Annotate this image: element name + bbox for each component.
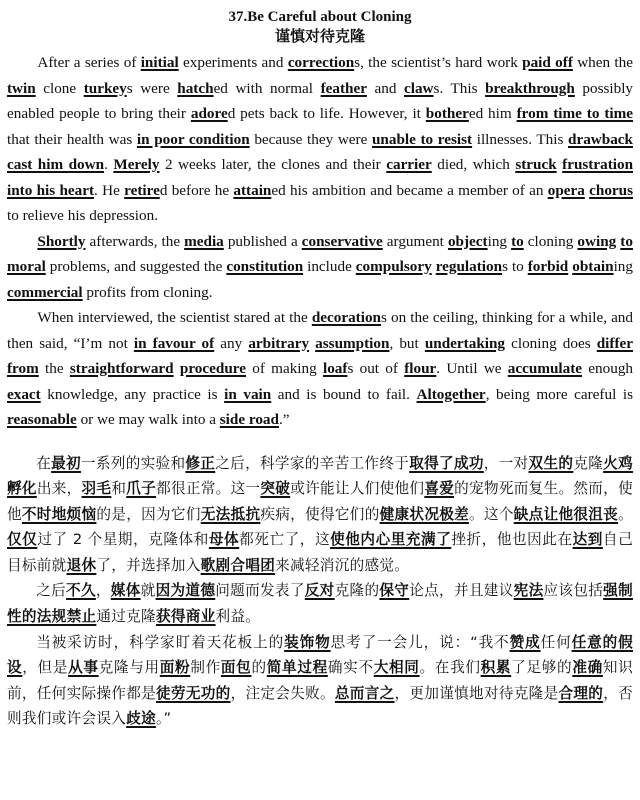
text-run: , being more careful is <box>485 385 633 403</box>
vocab-term: 缺点 <box>513 505 544 523</box>
vocab-term: moral <box>7 258 46 275</box>
text-run: 一系列的实验和 <box>80 454 186 472</box>
text-run: and is bound to fail. <box>271 385 417 403</box>
vocab-term: 最初 <box>51 454 81 472</box>
vocab-term: 取得了成功 <box>409 454 484 472</box>
text-run: 了足够的 <box>511 659 573 677</box>
vocab-term: flour <box>404 360 437 377</box>
text-run: . Until we <box>436 360 508 377</box>
text-run: 的是，因为它们 <box>96 505 201 523</box>
vocab-term: opera <box>547 181 585 199</box>
text-run: 论点，并且建议 <box>409 582 514 600</box>
vocab-term: object <box>447 232 488 250</box>
text-run: . <box>104 156 114 173</box>
vocab-term: conservative <box>301 232 383 250</box>
text-run: 自己目标前就 <box>7 531 633 574</box>
text-run: ing <box>487 232 512 250</box>
vocab-term: 母体 <box>208 531 240 549</box>
vocab-term: arbitrary <box>248 334 310 352</box>
vocab-term: 合理的 <box>558 684 604 702</box>
text-run: 。” <box>155 710 172 728</box>
vocab-term: accumulate <box>507 360 583 377</box>
vocab-term: owing <box>577 232 617 250</box>
text-run: 的宠物死而复生。然而，使他 <box>7 480 633 523</box>
english-passage <box>7 50 633 433</box>
text-run: 思考了一会儿，说：“我不 <box>330 633 510 651</box>
vocab-term: drawback <box>568 130 633 148</box>
text-run: 克隆 <box>573 454 604 472</box>
text-run: 都很正常。这一 <box>156 480 261 498</box>
title-english: 37.Be Careful about Cloning <box>228 9 412 25</box>
vocab-term: 达到 <box>572 531 603 549</box>
text-run: s to <box>502 258 528 275</box>
chinese-paragraph <box>7 630 633 732</box>
text-run: possibly enabled people to bring their <box>7 79 634 122</box>
vocab-term: 获得 <box>155 608 186 626</box>
vocab-term: 突破 <box>260 480 291 498</box>
vocab-term: 准确 <box>572 659 603 677</box>
text-run: ed with normal <box>213 79 321 97</box>
vocab-term: straightforward <box>69 360 174 377</box>
vocab-term: undertaking <box>424 334 506 352</box>
text-run: ，更加谨慎地对待克隆是 <box>394 684 559 702</box>
text-run: 和 <box>111 480 127 498</box>
vocab-term: decoration <box>311 309 382 326</box>
text-run: 的 <box>251 659 267 677</box>
text-run: ，注定会失败。 <box>230 684 335 702</box>
vocab-term: retire <box>124 181 160 199</box>
text-run: the <box>38 360 70 377</box>
text-run: 当被采访时，科学家盯着天花板上的 <box>36 633 285 651</box>
vocab-term: turkey <box>83 79 127 97</box>
vocab-term: 退休 <box>66 556 97 574</box>
text-run: 应该包括 <box>543 582 604 600</box>
vocab-term: 孵化 <box>7 480 37 498</box>
vocab-term: adore <box>190 105 228 122</box>
text-run: 问题而发表了 <box>215 582 305 600</box>
text-run: d before he <box>159 181 234 199</box>
text-run: experiments and <box>178 54 288 71</box>
vocab-term: exact <box>7 385 41 403</box>
vocab-term: commercial <box>7 283 83 301</box>
vocab-term: attain <box>233 181 272 199</box>
text-run: 出来， <box>36 480 82 498</box>
text-run: knowledge, any practice is <box>40 385 225 403</box>
vocab-term: 不时地烦恼 <box>21 505 97 523</box>
text-run: 任何 <box>540 633 572 651</box>
chinese-translation <box>7 451 633 733</box>
vocab-term: 商业 <box>185 608 216 626</box>
vocab-term: from time to time <box>516 105 634 122</box>
vocab-term: in poor condition <box>136 130 250 148</box>
vocab-term: 羽毛 <box>81 480 112 498</box>
vocab-term: 面粉 <box>159 659 191 677</box>
english-paragraph <box>7 305 633 433</box>
text-run: died, which <box>431 156 516 173</box>
text-run: 之后 <box>36 582 67 600</box>
vocab-term: unable to resist <box>371 130 473 148</box>
vocab-term: bother <box>425 105 469 122</box>
text-run: d pets back to life. However, it <box>227 105 426 122</box>
vocab-term: Altogether <box>416 385 486 403</box>
vocab-term: 宪法 <box>513 582 544 600</box>
vocab-term: 让他很沮丧 <box>543 505 619 523</box>
text-run: profits from cloning. <box>82 283 213 301</box>
vocab-term: 装饰物 <box>284 633 331 651</box>
text-run: any <box>214 334 249 352</box>
text-run: afterwards, the <box>85 232 185 250</box>
vocab-term: feather <box>320 79 367 97</box>
vocab-term: 媒体 <box>110 582 141 600</box>
vocab-term: 面包 <box>220 659 252 677</box>
vocab-term: struck <box>515 156 557 173</box>
vocab-term: obtain <box>572 258 614 275</box>
vocab-term: 赞成 <box>509 633 541 651</box>
vocab-term: 歧途 <box>126 710 156 728</box>
chinese-paragraph <box>7 578 633 629</box>
vocab-term: 禁止 <box>66 608 97 626</box>
text-run: because they were <box>249 130 372 148</box>
text-run: 。 <box>618 505 633 523</box>
text-run: to relieve his depression. <box>7 207 158 224</box>
vocab-term: frustration <box>562 156 634 173</box>
vocab-term: hatch <box>177 79 214 97</box>
title-chinese: 谨慎对待克隆 <box>274 27 365 45</box>
vocab-term: 使他内心里充满了 <box>330 531 452 549</box>
text-run: 制作 <box>190 659 221 677</box>
vocab-term: 修正 <box>185 454 216 472</box>
vocab-term: 总而言之 <box>334 684 395 702</box>
vocab-term: cast him down <box>7 156 105 173</box>
text-run: 。这个 <box>469 505 514 523</box>
vocab-term: 大相同 <box>373 659 420 677</box>
vocab-term: loaf <box>322 360 348 377</box>
vocab-term: constitution <box>226 258 304 275</box>
vocab-term: carrier <box>386 156 432 173</box>
text-run: s were <box>126 79 178 97</box>
vocab-term: to <box>511 232 524 250</box>
vocab-term: 仅仅 <box>7 531 38 549</box>
text-run: 之后，科学家的辛苦工作终于 <box>215 454 410 472</box>
vocab-term: to <box>620 232 633 250</box>
text-run: 克隆与用 <box>98 659 160 677</box>
vocab-term: forbid <box>527 258 569 275</box>
vocab-term: 保守 <box>379 582 410 600</box>
vocab-term: 歌剧合唱团 <box>200 556 276 574</box>
vocab-term: 强制性的法规 <box>7 582 633 626</box>
text-run: 。在我们 <box>419 659 481 677</box>
text-run: illnesses. This <box>472 130 568 148</box>
english-paragraph <box>7 50 633 229</box>
vocab-term: regulation <box>435 258 503 275</box>
vocab-term: 健康状况极差 <box>379 505 470 523</box>
vocab-term: differ from <box>7 334 633 377</box>
text-run: 过了 2 个星期，克隆体和 <box>37 531 209 549</box>
vocab-term: in favour of <box>133 334 215 352</box>
text-run: s, the scientist’s hard work <box>354 54 523 71</box>
vocab-term: 无法抵抗 <box>200 505 261 523</box>
vocab-term: 徒劳无功的 <box>156 684 231 702</box>
text-run: 2 weeks later, the clones and their <box>159 156 387 173</box>
vocab-term: 简单 <box>266 659 298 677</box>
vocab-term: 任意的 <box>571 633 619 651</box>
text-run: 或许能让人们使他们 <box>290 480 425 498</box>
text-run: s. This <box>433 79 486 97</box>
vocab-term: 喜爱 <box>424 480 455 498</box>
text-run: of making <box>245 360 323 377</box>
vocab-term: paid off <box>522 54 573 71</box>
vocab-term: breakthrough <box>485 79 575 97</box>
text-run: enough <box>582 360 634 377</box>
text-run: 利益。 <box>215 608 261 626</box>
text-run: 知识前，任何实际操作都是 <box>7 659 634 702</box>
text-run: ed his ambition and became a member of an <box>271 181 548 199</box>
text-run: 疾病，使得它们的 <box>260 505 380 523</box>
text-run: cloning <box>523 232 578 250</box>
vocab-term: Shortly <box>37 232 86 250</box>
vocab-term: initial <box>140 54 179 71</box>
text-run: 通过克隆 <box>96 608 156 626</box>
vocab-term: 不久 <box>66 582 96 600</box>
text-run: When interviewed, the scientist stared at the <box>37 309 312 326</box>
text-run: or we may walk into a <box>76 411 220 428</box>
vocab-term: 爪子 <box>126 480 157 498</box>
text-run: ， <box>95 582 111 600</box>
vocab-term: in vain <box>224 385 272 403</box>
text-run: clone <box>35 79 84 97</box>
text-run: 挫折，他也因此在 <box>451 531 573 549</box>
vocab-term: 因为 <box>155 582 186 600</box>
vocab-term: assumption <box>315 334 390 352</box>
text-run: 克隆的 <box>334 582 380 600</box>
vocab-term: Merely <box>113 156 160 173</box>
text-run: After a series of <box>37 54 141 71</box>
text-run: that their health was <box>7 130 137 148</box>
text-run: ，但是 <box>22 659 69 677</box>
vocab-term: claw <box>404 79 434 97</box>
vocab-term: twin <box>7 79 36 97</box>
text-run: ，一对 <box>483 454 529 472</box>
text-run: argument <box>382 232 448 250</box>
text-run: 确实不 <box>327 659 374 677</box>
vocab-term: 假设 <box>7 633 633 677</box>
text-run: ed him <box>468 105 517 122</box>
vocab-term: 双生的 <box>528 454 574 472</box>
text-run: s on the ceiling, thinking for a while, and then said, “I’m not <box>7 309 633 352</box>
text-run: 在 <box>36 454 52 472</box>
text-run: ing <box>613 258 633 275</box>
text-run: when the <box>572 54 633 71</box>
text-run: cloning does <box>505 334 597 352</box>
text-run: include <box>303 258 356 275</box>
vocab-term: 道德 <box>185 582 216 600</box>
vocab-term: compulsory <box>355 258 432 275</box>
chinese-paragraph <box>7 451 633 579</box>
vocab-term: 从事 <box>68 659 99 677</box>
text-run: published a <box>223 232 302 250</box>
text-run: , but <box>389 334 425 352</box>
text-run: and <box>366 79 404 97</box>
vocab-term: chorus <box>589 181 634 199</box>
text-run: s out of <box>347 360 405 377</box>
text-run: 来减轻消沉的感觉。 <box>275 556 410 574</box>
text-run: problems, and suggested the <box>45 258 227 275</box>
text-run: .” <box>278 411 290 428</box>
english-paragraph <box>7 229 633 306</box>
text-run: 都死亡了，这 <box>239 531 331 549</box>
vocab-term: 反对 <box>304 582 335 600</box>
vocab-term: side road <box>219 411 279 428</box>
vocab-term: media <box>184 232 224 250</box>
text-run: 就 <box>140 582 156 600</box>
vocab-term: 过程 <box>297 659 328 677</box>
vocab-term: into his heart <box>7 181 95 199</box>
vocab-term: correction <box>287 54 355 71</box>
vocab-term: 积累 <box>480 659 512 677</box>
text-run: ，否则我们或许会误入 <box>7 684 633 728</box>
text-run: . He <box>94 181 125 199</box>
vocab-term: reasonable <box>7 411 77 428</box>
vocab-term: procedure <box>179 360 246 377</box>
vocab-term: 火鸡 <box>603 454 633 472</box>
text-run: 了，并选择加入 <box>96 556 201 574</box>
